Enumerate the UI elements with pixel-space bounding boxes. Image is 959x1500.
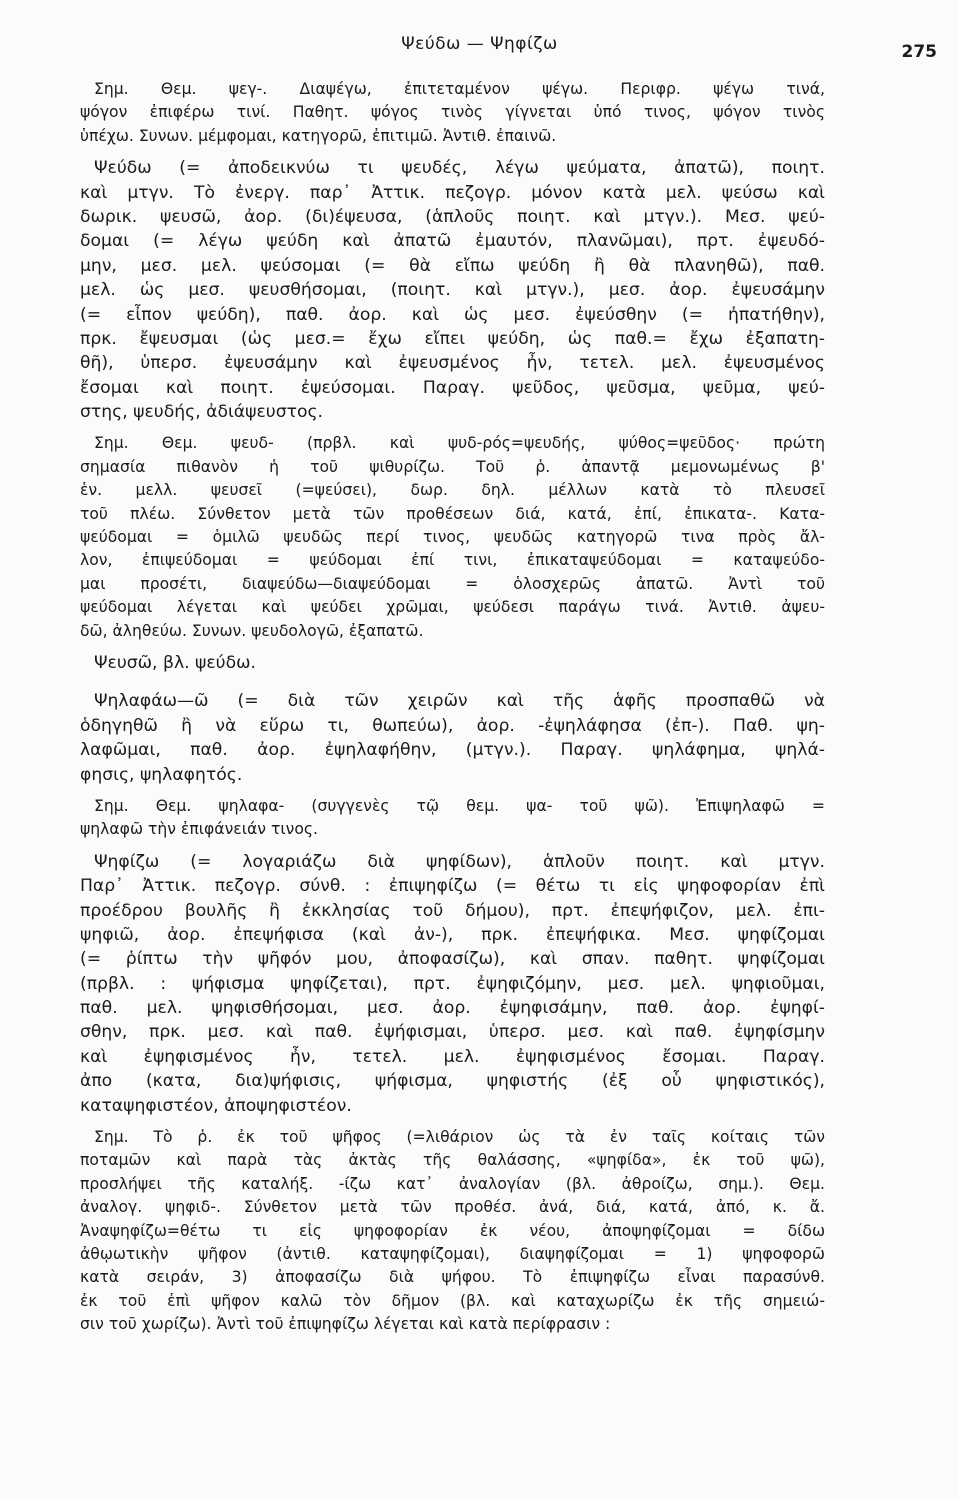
text-line: καὶ ἐψηφισμένος ἦν, τετελ. μελ. ἐψηφισμένος ἔσομαι. Παραγ. bbox=[80, 1046, 825, 1067]
text-line: ἀπο (κατα, δια)ψήφισις, ψήφισμα, ψηφιστής (ἐξ οὗ ψηφιστικός), bbox=[80, 1071, 825, 1092]
paragraph-gap bbox=[80, 787, 825, 795]
text-line: δομαι (= λέγω ψεύδη καὶ ἀπατῶ ἐμαυτόν, πλανῶμαι), πρτ. ἐψευδό- bbox=[80, 231, 825, 252]
note-paragraph bbox=[80, 432, 825, 643]
text-line: ὑπέχω. Συνων. μέμφομαι, κατηγορῶ, ἐπιτιμῶ. Ἀντιθ. ἐπαινῶ. bbox=[80, 126, 557, 145]
text-line: ποταμῶν καὶ παρὰ τὰς ἀκτὰς τῆς θαλάσσης, «ψηφίδα», ἐκ τοῦ ψῶ), bbox=[80, 1151, 825, 1170]
text-line: λον, ἐπιψεύδομαι = ψεύδομαι ἐπί τινι, ἐπικαταψεύδομαι = καταψεύδο- bbox=[80, 551, 825, 570]
entry-paragraph bbox=[80, 689, 825, 787]
text-line: ψεύδομαι = ὁμιλῶ ψευδῶς περί τινος, ψευδῶς κατηγορῶ τινα πρὸς ἄλ- bbox=[80, 528, 825, 547]
note-paragraph bbox=[80, 795, 825, 842]
text-line: ψηφιῶ, ἀορ. ἐπεψήφισα (καὶ ἀν-), πρκ. ἐπεψήφικα. Μεσ. ψηφίζομαι bbox=[80, 924, 825, 945]
text-line: σιν τοῦ χωρίζω). Ἀντὶ τοῦ ἐπιψηφίζω λέγεται καὶ κατὰ περίφρασιν : bbox=[80, 1315, 611, 1334]
text-line: λαφῶμαι, παθ. ἀορ. ἐψηλαφήθην, (μτγν.). Παραγ. ψηλάφημα, ψηλά- bbox=[80, 740, 825, 761]
text-line: ἀθῳωτικὴν ψῆφον (ἀντιθ. καταψηφίζομαι), διαψηφίζομαι = 1) ψηφοφορῶ bbox=[80, 1244, 825, 1263]
text-line: σημασία πιθανὸν ἡ τοῦ ψιθυρίζω. Τοῦ ῥ. ἀπαντᾷ μεμονωμένως β' bbox=[80, 457, 825, 476]
text-line: Σημ. Θεμ. ψεγ-. Διαψέγω, ἐπιτεταμένον ψέγω. Περιφρ. ψέγω τινά, bbox=[94, 80, 825, 98]
text-line: τοῦ πλέω. Σύνθετον μετὰ τῶν προθέσεων διά, κατά, ἐπί, ἐπικατα-. Κατα- bbox=[80, 504, 825, 523]
entry-paragraph bbox=[80, 156, 825, 424]
text-line: Ἀναψηφίζω=θέτω τι εἰς ψηφοφορίαν ἐκ νέου, ἀποψηφίζομαι = δίδω bbox=[80, 1221, 825, 1240]
text-line: προσλήψει τῆς καταλήξ. -ίζω κατ᾽ ἀναλογίαν (βλ. ἀθροίζω, σημ.). Θεμ. bbox=[80, 1174, 825, 1193]
text-line: προέδρου βουλῆς ἢ ἐκκλησίας τοῦ δήμου), πρτ. ἐπεψήφιζον, μελ. ἐπι- bbox=[80, 900, 825, 921]
text-line: μελ. ὡς μεσ. ψευσθήσομαι, (ποιητ. καὶ μτγν.), μεσ. ἀορ. ἐψευσάμην bbox=[80, 280, 825, 301]
paragraph-gap bbox=[80, 842, 825, 850]
text-line: δωρικ. ψευσῶ, ἀορ. (δι)έψευσα, (ἁπλοῦς ποιητ. καὶ μτγν.). Μεσ. ψεύ- bbox=[80, 206, 825, 227]
text-line: στης, ψευδής, ἀδιάψευστος. bbox=[80, 402, 324, 423]
text-line: ψηλαφῶ τὴν ἐπιφάνειάν τινος. bbox=[80, 820, 318, 839]
note-paragraph bbox=[80, 1126, 825, 1337]
note-paragraph bbox=[80, 78, 825, 148]
text-line: πρκ. ἔψευσμαι (ὡς μεσ.= ἔχω εἴπει ψεύδη, ὡς παθ.= ἔχω ἐξαπατη- bbox=[80, 328, 825, 349]
text-line: κατὰ σειράν, 3) ἀποφασίζω διὰ ψήφου. Τὸ ἐπιψηφίζω εἶναι παρασύνθ. bbox=[80, 1268, 825, 1287]
text-line: φησις, ψηλαφητός. bbox=[80, 764, 243, 785]
text-line: ὁδηγηθῶ ἢ νὰ εὕρω τι, θωπεύω), ἀορ. -ἐψηλάφησα (ἐπ-). Παθ. ψη- bbox=[80, 715, 825, 736]
paragraph-gap bbox=[80, 675, 825, 689]
text-line: καὶ μτγν. Τὸ ἐνεργ. παρ᾽ Ἀττικ. πεζογρ. μόνον κατὰ μελ. ψεύσω καὶ bbox=[80, 182, 825, 203]
text-line: παθ. μελ. ψηφισθήσομαι, μεσ. ἀορ. ἐψηφισάμην, παθ. ἀορ. ἐψηφί- bbox=[80, 998, 825, 1019]
text-line: Παρ᾽ Ἀττικ. πεζογρ. σύνθ. : ἐπιψηφίζω (= θέτω τι εἰς ψηφοφορίαν ἐπὶ bbox=[80, 876, 825, 897]
text-line: Ψηλαφάω—ῶ (= διὰ τῶν χειρῶν καὶ τῆς ἁφῆς προσπαθῶ νὰ bbox=[94, 691, 825, 712]
text-line: μαι προσέτι, διαψεύδω—διαψεύδομαι = ὁλοσχερῶς ἀπατῶ. Ἀντὶ τοῦ bbox=[80, 574, 825, 593]
paragraph-gap bbox=[80, 148, 825, 156]
paragraph-gap bbox=[80, 643, 825, 651]
page-body bbox=[80, 78, 825, 1337]
text-line: ἑν. μελλ. ψευσεῖ (=ψεύσει), δωρ. δηλ. μέλλων κατὰ τὸ πλευσεῖ bbox=[80, 481, 825, 500]
running-title: Ψεύδω — Ψηφίζω bbox=[401, 34, 558, 54]
text-line: θῆ), ὑπερσ. ἐψευσάμην καὶ ἐψευσμένος ἦν, τετελ. μελ. ἐψευσμένος bbox=[80, 353, 825, 374]
text-line: (πρβλ. : ψήφισμα ψηφίζεται), πρτ. ἐψηφιζόμην, μεσ. μελ. ψηφιοῦμαι, bbox=[80, 973, 825, 994]
text-line: Ψηφίζω (= λογαριάζω διὰ ψηφίδων), ἁπλοῦν ποιητ. καὶ μτγν. bbox=[94, 851, 825, 872]
text-line: (= εἶπον ψεύδη), παθ. ἀορ. καὶ ὡς μεσ. ἐψεύσθην (= ἠπατήθην), bbox=[80, 304, 825, 325]
page-number: 275 bbox=[901, 42, 937, 62]
paragraph-gap bbox=[80, 1118, 825, 1126]
entry-paragraph bbox=[80, 651, 825, 675]
text-line: (= ῥίπτω τὴν ψῆφόν μου, ἀποφασίζω), καὶ σπαν. παθητ. ψηφίζομαι bbox=[80, 949, 825, 970]
text-line: Ψεύδω (= ἀποδεικνύω τι ψευδές, λέγω ψεύματα, ἀπατῶ), ποιητ. bbox=[94, 158, 825, 179]
text-line: δῶ, ἀληθεύω. Συνων. ψευδολογῶ, ἐξαπατῶ. bbox=[80, 621, 424, 640]
text-line: Σημ. Τὸ ῥ. ἐκ τοῦ ψῆφος (=λιθάριον ὡς τὰ ἐν ταῖς κοίταις τῶν bbox=[94, 1128, 825, 1147]
text-line: ἔσομαι καὶ ποιητ. ἐψεύσομαι. Παραγ. ψεῦδος, ψεῦσμα, ψεῦμα, ψεύ- bbox=[80, 377, 825, 398]
text-line: σθην, πρκ. μεσ. καὶ παθ. ἐψήφισμαι, ὑπερσ. μεσ. καὶ παθ. ἐψηφίσμην bbox=[80, 1022, 825, 1043]
text-line: ψόγον ἐπιφέρω τινί. Παθητ. ψόγος τινὸς γίγνεται ὑπό τινος, ψόγον τινὸς bbox=[80, 103, 825, 122]
text-line: ψεύδομαι λέγεται καὶ ψεύδει χρῶμαι, ψεύδεσι παράγω τινά. Ἀντιθ. ἀψευ- bbox=[80, 598, 825, 617]
text-line: καταψηφιστέον, ἀποψηφιστέον. bbox=[80, 1095, 352, 1116]
paragraph-gap bbox=[80, 424, 825, 432]
entry-paragraph bbox=[80, 850, 825, 1118]
text-line: μην, μεσ. μελ. ψεύσομαι (= θὰ εἴπω ψεύδη ἢ θὰ πλανηθῶ), παθ. bbox=[80, 255, 825, 276]
running-head bbox=[0, 26, 959, 66]
text-line: Ψευσῶ, βλ. ψεύδω. bbox=[94, 652, 256, 673]
text-line: ἀναλογ. ψηφιδ-. Σύνθετον μετὰ τῶν προθέσ. ἀνά, διά, κατά, ἀπό, κ. ἄ. bbox=[80, 1198, 825, 1217]
text-line: Σημ. Θεμ. ψευδ- (πρβλ. καὶ ψυδ-ρός=ψευδής, ψύθος=ψεῦδος· πρώτη bbox=[94, 434, 825, 453]
text-line: Σημ. Θεμ. ψηλαφα- (συγγενὲς τῷ θεμ. ψα- τοῦ ψῶ). Ἐπιψηλαφῶ = bbox=[94, 796, 825, 815]
text-line: ἐκ τοῦ ἐπὶ ψῆφον καλῶ τὸν δῆμον (βλ. καὶ καταχωρίζω ἐκ τῆς σημειώ- bbox=[80, 1291, 825, 1310]
